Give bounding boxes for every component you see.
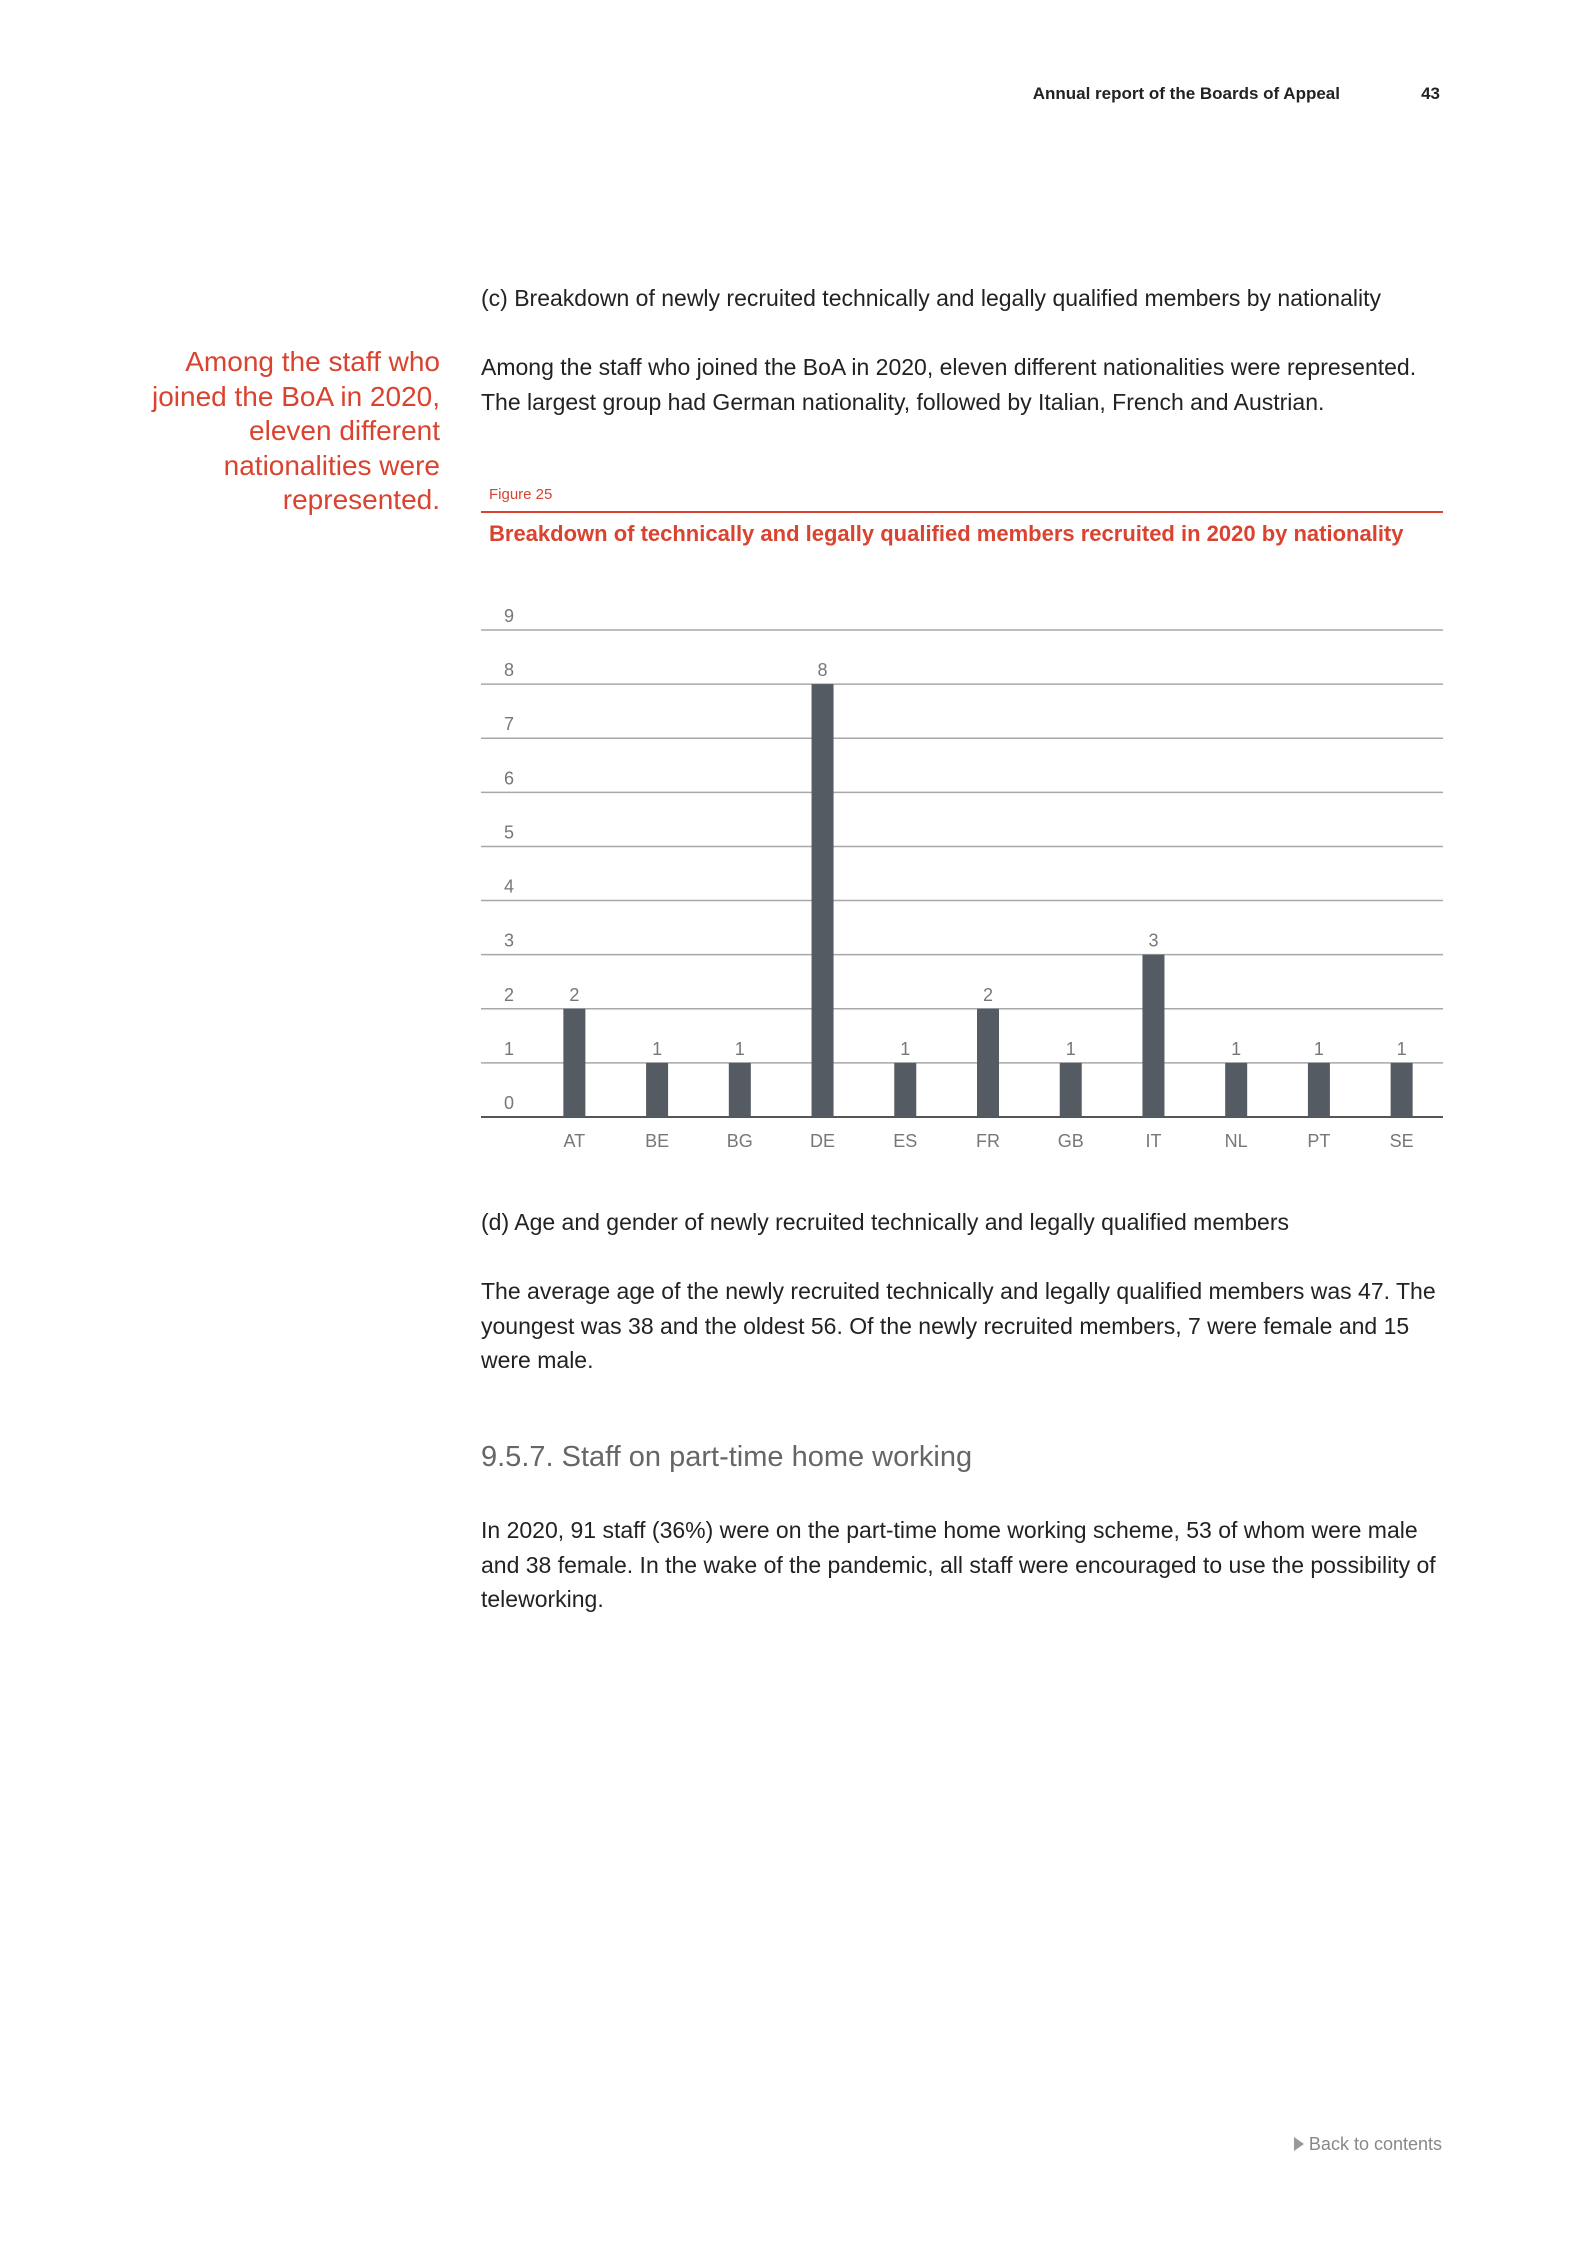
back-to-contents-label: Back to contents bbox=[1308, 2134, 1442, 2154]
y-tick-label: 6 bbox=[503, 768, 515, 789]
section-d-heading: (d) Age and gender of newly recruited technically and legally qualified members bbox=[481, 1209, 1290, 1235]
data-label: 2 bbox=[569, 984, 580, 1005]
play-triangle-icon bbox=[1294, 2137, 1304, 2151]
x-tick-label: NL bbox=[1224, 1131, 1248, 1151]
section-957-heading: 9.5.7. Staff on part-time home working bbox=[481, 1441, 973, 1473]
y-tick-label: 2 bbox=[503, 984, 515, 1005]
pull-quote: Among the staff who joined the BoA in 2020, eleven different nationalities were represented. bbox=[151, 346, 440, 515]
section-957-paragraph: In 2020, 91 staff (36%) were on the part-time home working scheme, 53 of whom were male and 38 female. In the wake of the pandemic, all staff were encouraged to use the possibility of teleworking. bbox=[481, 1517, 1436, 1612]
y-tick-label: 1 bbox=[503, 1038, 515, 1059]
bar-it bbox=[1142, 955, 1164, 1117]
data-label: 8 bbox=[817, 660, 828, 681]
data-label: 1 bbox=[652, 1038, 663, 1059]
bar-bg bbox=[729, 1063, 751, 1117]
back-to-contents-link[interactable] bbox=[1270, 2134, 1442, 2158]
bar-de bbox=[812, 684, 834, 1117]
data-label: 1 bbox=[734, 1038, 745, 1059]
x-tick-label: FR bbox=[976, 1131, 1000, 1151]
bar-chart bbox=[481, 590, 1443, 1160]
x-tick-label: GB bbox=[1057, 1131, 1084, 1151]
data-label: 3 bbox=[1148, 930, 1159, 951]
figure-title: Breakdown of technically and legally qualified members recruited in 2020 by nationality bbox=[489, 521, 1404, 546]
figure-label: Figure 25 bbox=[489, 486, 553, 503]
bar-se bbox=[1391, 1063, 1413, 1117]
bar-be bbox=[646, 1063, 668, 1117]
data-label: 1 bbox=[1396, 1038, 1407, 1059]
data-label: 1 bbox=[1231, 1038, 1242, 1059]
y-tick-label: 3 bbox=[503, 930, 515, 951]
bar-pt bbox=[1308, 1063, 1330, 1117]
section-c-heading: (c) Breakdown of newly recruited technically and legally qualified members by nationality bbox=[481, 285, 1381, 311]
y-tick-label: 0 bbox=[503, 1093, 515, 1113]
y-tick-label: 8 bbox=[503, 660, 515, 681]
data-label: 1 bbox=[1065, 1038, 1076, 1059]
x-tick-label: PT bbox=[1307, 1131, 1331, 1151]
running-header-title: Annual report of the Boards of Appeal bbox=[1032, 84, 1340, 103]
x-tick-label: IT bbox=[1145, 1131, 1162, 1151]
x-tick-label: DE bbox=[810, 1131, 836, 1151]
x-tick-label: AT bbox=[563, 1131, 586, 1151]
y-tick-label: 9 bbox=[503, 606, 515, 626]
bar-fr bbox=[977, 1009, 999, 1117]
x-tick-label: ES bbox=[893, 1131, 918, 1151]
y-tick-label: 7 bbox=[503, 714, 515, 735]
bar-gb bbox=[1060, 1063, 1082, 1117]
x-tick-label: BG bbox=[726, 1131, 753, 1151]
bar-at bbox=[563, 1009, 585, 1117]
bar-es bbox=[894, 1063, 916, 1117]
data-label: 1 bbox=[900, 1038, 911, 1059]
y-tick-label: 5 bbox=[503, 822, 515, 843]
figure-rule bbox=[481, 511, 1443, 513]
data-label: 2 bbox=[982, 984, 994, 1005]
x-tick-label: SE bbox=[1389, 1131, 1414, 1151]
x-tick-label: BE bbox=[645, 1131, 670, 1151]
page-number: 43 bbox=[1421, 84, 1440, 103]
y-tick-label: 4 bbox=[503, 876, 515, 897]
bar-nl bbox=[1225, 1063, 1247, 1117]
section-c-paragraph: Among the staff who joined the BoA in 2020, eleven different nationalities were represented. The largest group had German nationality, followed by Italian, French and Austrian. bbox=[481, 354, 1417, 415]
data-label: 1 bbox=[1313, 1038, 1324, 1059]
section-d-paragraph: The average age of the newly recruited technically and legally qualified members was 47. The youngest was 38 and the oldest 56. Of the newly recruited members, 7 were female and 15 were male. bbox=[481, 1278, 1436, 1373]
